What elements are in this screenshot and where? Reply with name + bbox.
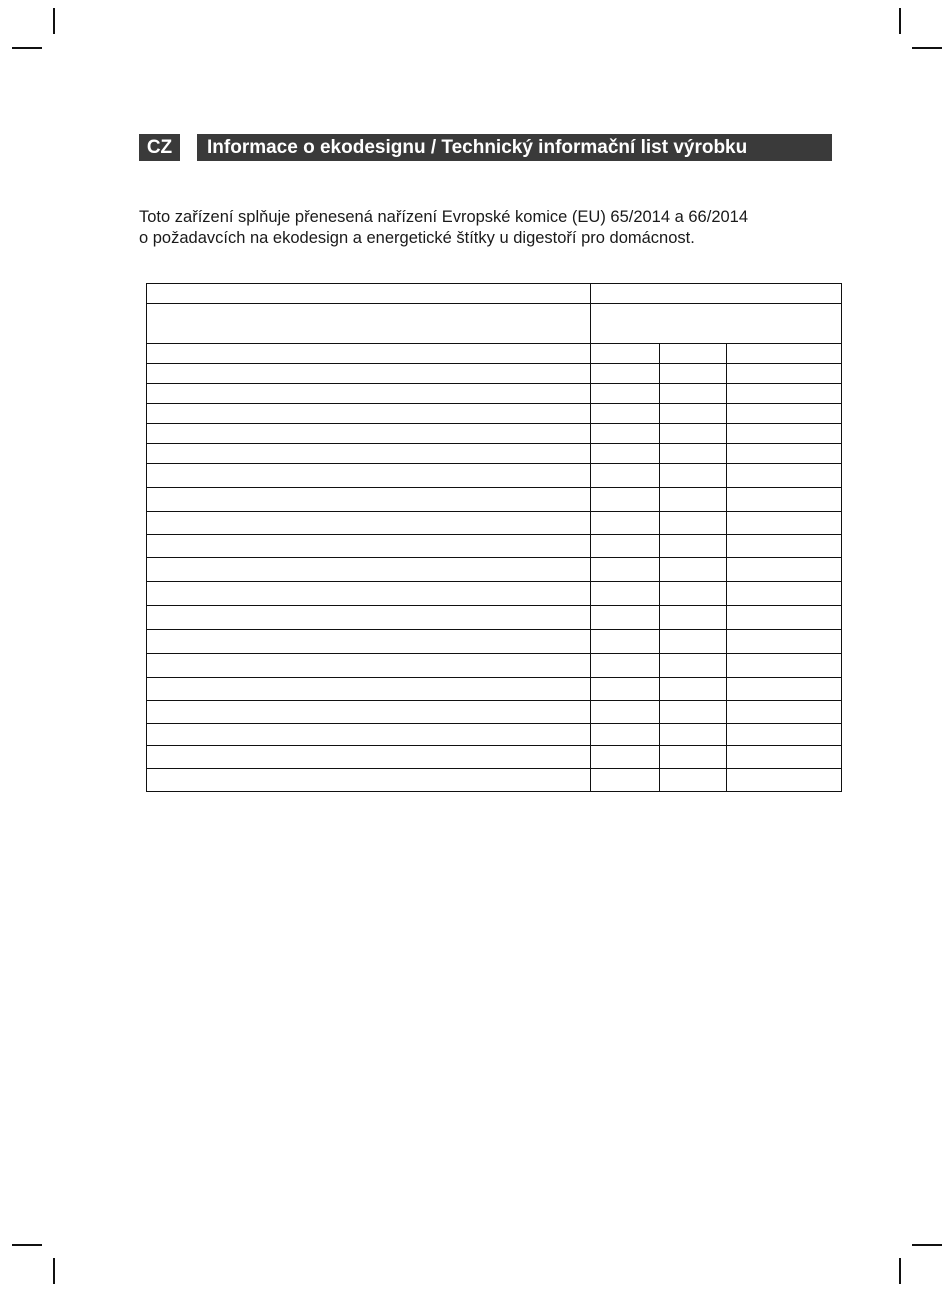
- table-cell: [591, 678, 660, 701]
- table-cell: [727, 444, 842, 464]
- table-cell: [727, 606, 842, 630]
- crop-mark-top-right-v: [899, 8, 901, 34]
- table-row: [147, 424, 842, 444]
- table-row: [147, 535, 842, 558]
- table-cell: [591, 364, 660, 384]
- table-cell: [591, 444, 660, 464]
- table-cell: [660, 364, 727, 384]
- table-cell: [147, 364, 591, 384]
- table-row: [147, 678, 842, 701]
- table-row: [147, 630, 842, 654]
- table-cell: [591, 606, 660, 630]
- table-cell: [147, 701, 591, 724]
- table-row: [147, 746, 842, 769]
- table-cell: [591, 464, 660, 488]
- language-badge: CZ: [139, 134, 180, 161]
- table-cell: [147, 558, 591, 582]
- table-cell: [147, 654, 591, 678]
- table-cell: [727, 404, 842, 424]
- table-cell: [591, 724, 660, 746]
- table-cell: [147, 464, 591, 488]
- table-cell: [591, 488, 660, 512]
- table-cell: [660, 512, 727, 535]
- table-cell: [591, 304, 842, 344]
- crop-mark-bottom-left-v: [53, 1258, 55, 1284]
- table-cell: [660, 404, 727, 424]
- table-row: [147, 724, 842, 746]
- table-cell: [591, 284, 842, 304]
- table-cell: [591, 701, 660, 724]
- table-row: [147, 384, 842, 404]
- table-cell: [147, 284, 591, 304]
- table-cell: [727, 424, 842, 444]
- table-cell: [727, 678, 842, 701]
- table-cell: [660, 464, 727, 488]
- table-cell: [147, 304, 591, 344]
- table-cell: [660, 444, 727, 464]
- table-row: [147, 444, 842, 464]
- table-cell: [727, 344, 842, 364]
- table-cell: [147, 630, 591, 654]
- intro-text: [139, 207, 859, 249]
- table-cell: [591, 582, 660, 606]
- table-row: [147, 344, 842, 364]
- table-row: [147, 488, 842, 512]
- table-cell: [660, 424, 727, 444]
- table-cell: [660, 344, 727, 364]
- table-cell: [147, 535, 591, 558]
- crop-mark-bottom-right-v: [899, 1258, 901, 1284]
- table-cell: [727, 701, 842, 724]
- table-cell: [591, 654, 660, 678]
- table-cell: [147, 746, 591, 769]
- table-cell: [727, 746, 842, 769]
- table-cell: [147, 582, 591, 606]
- table-cell: [591, 535, 660, 558]
- table-cell: [147, 344, 591, 364]
- crop-mark-top-right-h: [912, 47, 942, 49]
- table-cell: [727, 582, 842, 606]
- table-cell: [660, 701, 727, 724]
- table-cell: [727, 364, 842, 384]
- table-row: [147, 558, 842, 582]
- table-row: [147, 582, 842, 606]
- table-cell: [660, 384, 727, 404]
- spec-table: [146, 283, 842, 792]
- table-row: [147, 701, 842, 724]
- table-cell: [727, 654, 842, 678]
- table-row: [147, 404, 842, 424]
- table-header-row: [147, 304, 842, 344]
- table-cell: [660, 558, 727, 582]
- table-cell: [660, 488, 727, 512]
- table-cell: [591, 746, 660, 769]
- table-cell: [147, 678, 591, 701]
- table-cell: [727, 630, 842, 654]
- table-cell: [727, 724, 842, 746]
- table-cell: [727, 769, 842, 792]
- table-cell: [147, 724, 591, 746]
- table-row: [147, 364, 842, 384]
- intro-line-1: Toto zařízení splňuje přenesená nařízení Evropské komice (EU) 65/2014 a 66/2014: [139, 208, 749, 226]
- table-cell: [727, 512, 842, 535]
- page-title: Informace o ekodesignu / Technický informační list výrobku: [197, 134, 832, 161]
- table-cell: [660, 582, 727, 606]
- table-cell: [147, 606, 591, 630]
- table-cell: [591, 630, 660, 654]
- table-header-row: [147, 284, 842, 304]
- table-cell: [591, 384, 660, 404]
- table-cell: [591, 769, 660, 792]
- crop-mark-top-left-v: [53, 8, 55, 34]
- table-row: [147, 769, 842, 792]
- crop-mark-top-left-h: [12, 47, 42, 49]
- table-row: [147, 606, 842, 630]
- table-cell: [660, 746, 727, 769]
- table-cell: [147, 404, 591, 424]
- table-row: [147, 654, 842, 678]
- table-cell: [727, 464, 842, 488]
- table-cell: [660, 769, 727, 792]
- table-cell: [591, 512, 660, 535]
- table-cell: [147, 424, 591, 444]
- table-cell: [660, 724, 727, 746]
- table-cell: [147, 488, 591, 512]
- table-cell: [591, 404, 660, 424]
- table-cell: [727, 558, 842, 582]
- crop-mark-bottom-right-h: [912, 1244, 942, 1246]
- table-row: [147, 512, 842, 535]
- table-row: [147, 464, 842, 488]
- intro-line-2: o požadavcích na ekodesign a energetické štítky u digestoří pro domácnost.: [139, 229, 695, 247]
- table-cell: [727, 535, 842, 558]
- table-cell: [591, 424, 660, 444]
- spec-table-body: [147, 284, 842, 792]
- table-cell: [147, 512, 591, 535]
- table-cell: [660, 606, 727, 630]
- table-cell: [147, 769, 591, 792]
- table-cell: [147, 384, 591, 404]
- crop-mark-bottom-left-h: [12, 1244, 42, 1246]
- table-cell: [727, 488, 842, 512]
- table-cell: [660, 678, 727, 701]
- table-cell: [660, 535, 727, 558]
- table-cell: [147, 444, 591, 464]
- table-cell: [591, 558, 660, 582]
- table-cell: [727, 384, 842, 404]
- table-cell: [591, 344, 660, 364]
- table-cell: [660, 630, 727, 654]
- table-cell: [660, 654, 727, 678]
